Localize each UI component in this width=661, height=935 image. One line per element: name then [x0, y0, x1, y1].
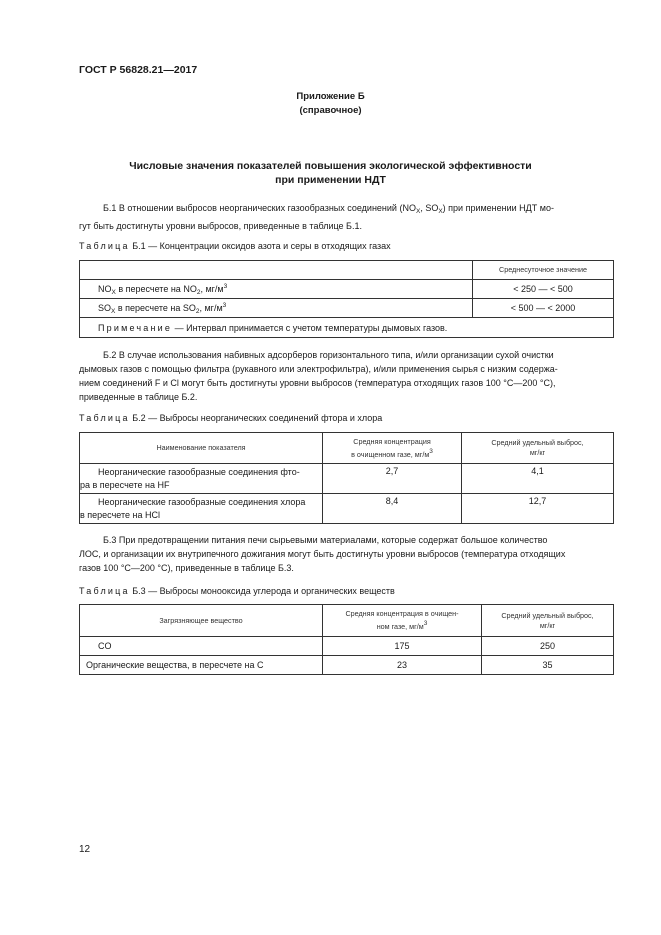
table-b2-caption: Таблица Б.2 — Выбросы неорганических соединений фтора и хлора	[79, 413, 383, 423]
table-b1-note: Примечание — Интервал принимается с учетом температуры дымовых газов.	[80, 318, 614, 338]
table-b3	[79, 604, 614, 675]
appendix-subtitle: (справочное)	[299, 105, 362, 116]
document-code: ГОСТ Р 56828.21—2017	[79, 64, 198, 76]
table-row: $NO_X$ в пересчете на $NO_2$, $мг/м^3$ < 250 — < 500	[80, 280, 614, 299]
paragraph-b2: Б.2 В случае использования набивных адсорберов горизонтального типа, и/или организации сухой очистки дымовых газов с помощью фильтра (рукавного или электрофильтра), и/или применения сырья с низким содержа- нием соединений F и Cl могут быть достигнуты уровни выбросов (температура отходящих газов 100 °С—200 °С), приведенные в таблице Б.2.	[79, 350, 558, 402]
table-b2-header-conc: Средняя концентрация в очищенном газе, $мг/м^3$	[323, 433, 462, 464]
table-row: CO 175 250	[80, 637, 614, 656]
page-number: 12	[79, 844, 91, 855]
paragraph-b1: Б.1 В отношении выбросов неорганических газообразных соединений ($NO_X$, $SO_X$) при применении НДТ мо- гут быть достигнуты уровни выбросов, приведенные в таблице Б.1.	[79, 203, 554, 231]
table-row: $SO_X$ в пересчете на $SO_2$, $мг/м^3$ < 500 — < 2000	[80, 299, 614, 318]
section-title-line2: при применении НДТ	[275, 174, 386, 186]
paragraph-b3: Б.3 При предотвращении питания печи сырьевыми материалами, которые содержат большое количество ЛОС, и организации их внутрипечного дожигания могут быть достигнуты уровни выбросов (температура отходящих газов 100 °С—200 °С), приведенные в таблице Б.3.	[79, 535, 566, 573]
table-b1-header-value: Среднесуточное значение	[473, 261, 614, 280]
table-b3-header-conc: Средняя концентрация в очищен- ном газе, $мг/м^3$	[323, 605, 482, 637]
table-b2-header-spec: Средний удельный выброс, мг/кг	[462, 433, 614, 464]
table-b2-header-name: Наименование показателя	[80, 433, 323, 464]
section-title-line1: Числовые значения показателей повышения экологической эффективности	[129, 160, 532, 172]
table-row: Неорганические газообразные соединения фто- ра в пересчете на HF 2,7 4,1	[80, 464, 614, 494]
table-row: Органические вещества, в пересчете на С 23 35	[80, 656, 614, 675]
table-b2	[79, 432, 614, 524]
table-b1	[79, 260, 614, 338]
table-b3-header-name: Загрязняющее вещество	[80, 605, 323, 637]
appendix-title: Приложение Б	[296, 91, 365, 102]
table-b1-caption: Таблица Б.1 — Концентрации оксидов азота и серы в отходящих газах	[79, 241, 391, 251]
table-b3-caption: Таблица Б.3 — Выбросы монооксида углерода и органических веществ	[79, 586, 395, 596]
table-b3-header-spec: Средний удельный выброс, мг/кг	[482, 605, 614, 637]
table-row: Неорганические газообразные соединения хлора в пересчете на HCl 8,4 12,7	[80, 494, 614, 524]
